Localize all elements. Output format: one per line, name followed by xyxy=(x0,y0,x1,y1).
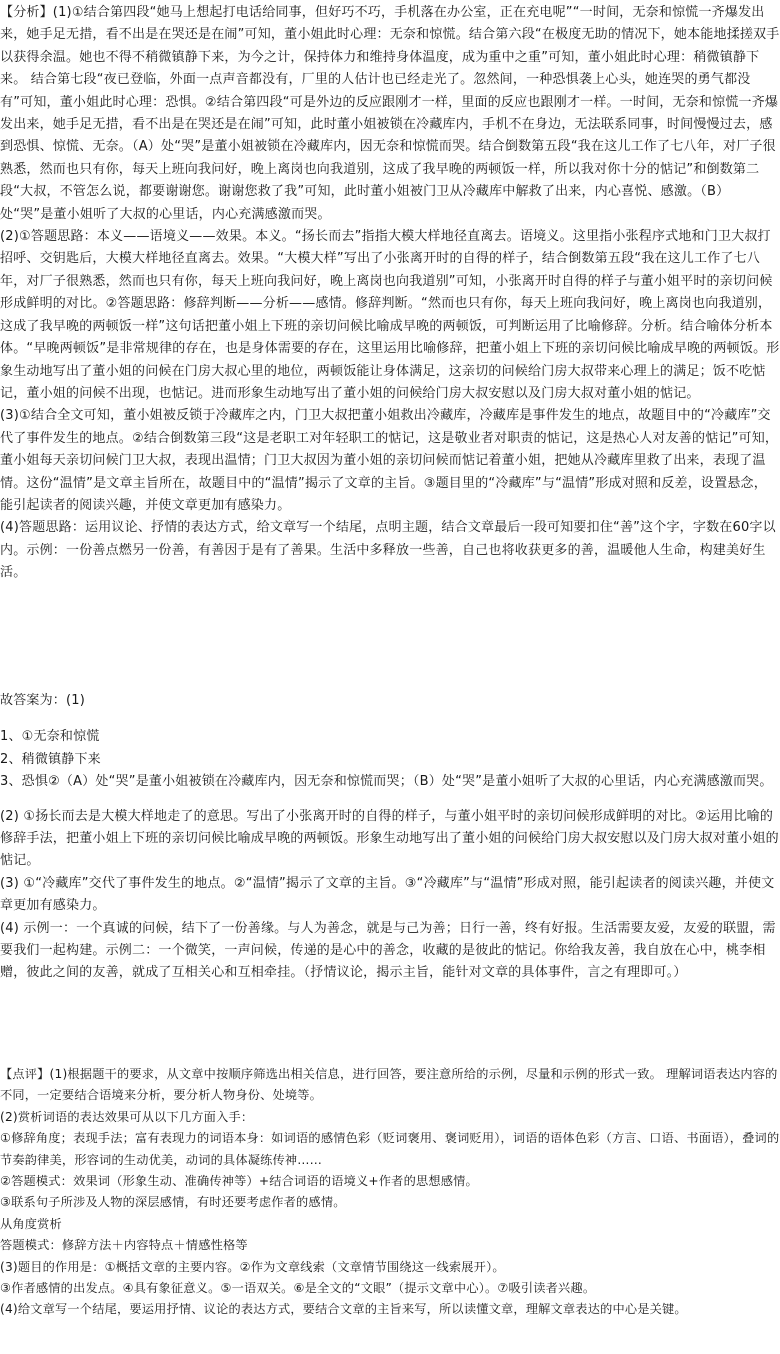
analysis-part-2: (2)①答题思路：本义——语境义——效果。本义。“扬长而去”指指大模大样地径直离去。语境义。这里指小张程序式地和门卫大叔打招呼、交钥匙后，大模大样地径直离去。效果。“大模大样”写出了小张离开时的自得的样子，结合倒数第五段“我在这儿工作了七八年，对厂子很熟悉，然而也只有你，每天上班向我问好，晚上离岗也向我道别”可知，小张离开时自得的样子与董小姐平时的亲切问候形成鲜明的对比。②答题思路：修辞判断——分析——感情。修辞判断。“然而也只有你，每天上班向我问好，晚上离岗也向我道别，这成了我早晚的两顿饭一样”这句话把董小姐上下班的亲切问候比喻成早晚的两顿饭，可判断运用了比喻修辞。分析。结合喻体分析本体。“早晚两顿饭”是非常规律的存在，也是身体需要的存在，这里运用比喻修辞，把董小姐上下班的亲切问候比喻成早晚的两顿饭。形象生动地写出了董小姐的问候在门房大叔心里的地位，两顿饭能让身体满足，这亲切的问候给门房大叔带来心理上的满足；饭不吃惦记，董小姐的问候不出现，也惦记。进而形象生动地写出了董小姐的问候给门房大叔安慰以及门房大叔对董小姐的惦记。 xyxy=(0,229,780,401)
comment-part-6: 从角度赏析 xyxy=(0,1216,62,1231)
comment-part-1: 【点评】(1)根据题干的要求，从文章中按顺序筛选出相关信息，进行回答，要注意所给的示例，尽量和示例的形式一致。 理解词语表达内容的不同，一定要结合语境来分析，要分析人物身份、处境等。 xyxy=(0,1067,778,1103)
comment-part-9: ③作者感情的出发点。④具有象征意义。⑤一语双关。⑥是全文的“文眼”（提示文章中心）。⑦吸引读者兴趣。 xyxy=(0,1281,596,1296)
comment-part-8: (3)题目的作用是：①概括文章的主要内容。②作为文章线索（文章情节围绕这一线索展开）。 xyxy=(0,1259,505,1274)
comment-part-3: ①修辞角度；表现手法；富有表现力的词语本身：如词语的感情色彩（贬词褒用、褒词贬用），词语的语体色彩（方言、口语、书面语），叠词的节奏韵律美，形容词的生动优美，动词的具体凝练传神…… xyxy=(0,1131,780,1167)
answer-item-2: 2、稍微镇静下来 xyxy=(0,751,101,767)
comment-part-4: ②答题模式：效果词（形象生动、准确传神等）+结合词语的语境义+作者的思想感情。 xyxy=(0,1174,478,1189)
answer-item-1: 1、①无奈和惊慌 xyxy=(0,729,100,745)
comment-section xyxy=(0,1064,780,1321)
analysis-part-3: (3)①结合全文可知，董小姐被反锁于冷藏库之内，门卫大叔把董小姐救出冷藏库，冷藏库是事件发生的地点，故题目中的“冷藏库”交代了事件发生的地点。②结合倒数第三段“这是老职工对年轻职工的惦记，这是敬业者对职责的惦记，这是热心人对友善的惦记”可知，董小姐每天亲切问候门卫大叔，表现出温情；门卫大叔因为董小姐的亲切问候而惦记着董小姐，把她从冷藏库里救了出来，表现了温情。这份“温情”是文章主旨所在，故题目中的“温情”揭示了文章的主旨。③题目里的“冷藏库”与“温情”形成对照和反差，设置悬念，能引起读者的阅读兴趣，并使文章更加有感染力。 xyxy=(0,408,779,513)
analysis-part-4: (4)答题思路：运用议论、抒情的表达方式，给文章写一个结尾，点明主题，结合文章最后一段可知要扣住“善”这个字，字数在60字以内。示例：一份善点燃另一份善，有善因于是有了善果。生活中多释放一些善，自己也将收获更多的善，温暖他人生命，构建美好生活。 xyxy=(0,520,776,581)
answer-question-4: (4) 示例一：一个真诚的问候，结下了一份善缘。与人为善念，就是与己为善；日行一善，终有好报。生活需要友爱，友爱的联盟，需要我们一起构建。示例二：一个微笑，一声问候，传递的是心中的善念，收藏的是彼此的惦记。你给我友善，我自放在心中，桃李相赠，彼此之间的友善，就成了互相关心和互相牵挂。（抒情议论，揭示主旨，能针对文章的具体事件，言之有理即可。） xyxy=(0,920,776,981)
analysis-section xyxy=(0,2,780,585)
answer-intro: 故答案为：(1) xyxy=(0,693,86,708)
comment-part-2: (2)赏析词语的表达效果可从以下几方面入手： xyxy=(0,1109,254,1124)
answer-question-3: (3) ①“冷藏库”交代了事件发生的地点。②“温情”揭示了文章的主旨。③“冷藏库”与“温情”形成对照，能引起读者的阅读兴趣，并使文章更加有感染力。 xyxy=(0,875,775,914)
comment-part-5: ③联系句子所涉及人物的深层感情，有时还要考虑作者的感情。 xyxy=(0,1195,346,1210)
answer-question-2: (2) ①扬长而去是大模大样地走了的意思。写出了小张离开时的自得的样子，与董小姐平时的亲切问候形成鲜明的对比。②运用比喻的修辞手法，把董小姐上下班的亲切问候比喻成早晚的两顿饭。形象生动地写出了董小姐的问候给门房大叔安慰以及门房大叔对董小姐的惦记。 xyxy=(0,808,779,869)
analysis-part-1: 【分析】(1)①结合第四段“她马上想起打电话给同事，但好巧不巧，手机落在办公室，正在充电呢”“一时间，无奈和惊慌一齐爆发出来，她手足无措，看不出是在哭还是在闹”可知，董小姐此时心理：无奈和惊慌。结合第六段“在极度无助的情况下，她本能地揉搓双手以获得余温。她也不得不稍微镇静下来，为今之计，保持体力和维持身体温度，成为重中之重”可知，董小姐此时心理：稍微镇静下来。 结合第七段“夜已登临，外面一点声音都没有，厂里的人估计也已经走光了。忽然间，一种恐惧袭上心头，她连哭的勇气都没有”可知，董小姐此时心理：恐惧。②结合第四段“可是外边的反应跟刚才一样，里面的反应也跟刚才一样。一时间，无奈和惊慌一齐爆发出来，她手足无措，看不出是在哭还是在闹”可知，此时董小姐被锁在冷藏库内，手机不在身边，无法联系同事，时间慢慢过去，感到恐惧、惊慌、无奈。（A）处“哭”是董小姐被锁在冷藏库内，因无奈和惊慌而哭。结合倒数第五段“我在这儿工作了七八年，对厂子很熟悉，然而也只有你，每天上班向我问好，晚上离岗也向我道别，这成了我早晚的两顿饭一样，所以我对你十分的惦记”和倒数第二段“大叔，不管怎么说，都要谢谢您。谢谢您救了我”可知，此时董小姐被门卫从冷藏库中解救了出来，内心喜悦、感激。（B）处“哭”是董小姐听了大叔的心里话，内心充满感激而哭。 xyxy=(0,5,780,222)
answer-item-3: 3、恐惧②（A）处“哭”是董小姐被锁在冷藏库内，因无奈和惊慌而哭；（B）处“哭”是董小姐听了大叔的心里话，内心充满感激而哭。 xyxy=(0,774,773,790)
comment-part-10: (4)给文章写一个结尾，要运用抒情、议论的表达方式，要结合文章的主旨来写，所以读懂文章，理解文章表达的中心是关键。 xyxy=(0,1302,687,1317)
answer-section xyxy=(0,690,780,985)
comment-part-7: 答题模式：修辞方法＋内容特点＋情感性格等 xyxy=(0,1238,248,1253)
